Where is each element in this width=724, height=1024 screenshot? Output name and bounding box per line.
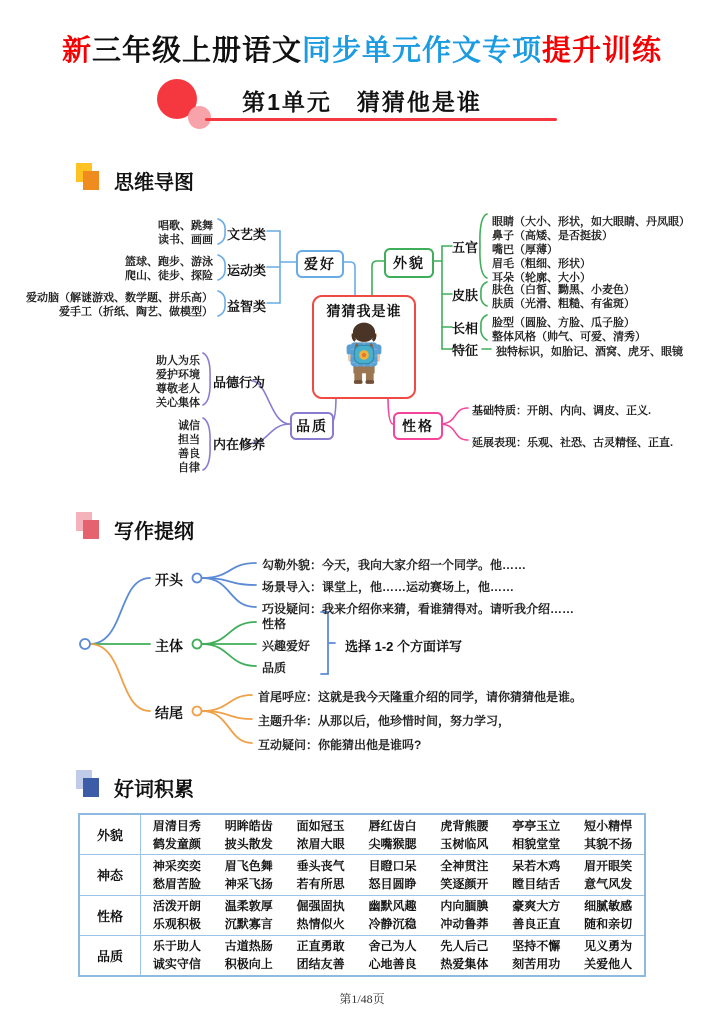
vocab-cell (428, 936, 500, 975)
mindmap-item: 尊敬老人 (156, 383, 200, 395)
vocab-cell (572, 936, 644, 975)
mindmap-item: 爱护环境 (156, 369, 200, 381)
vocab-word: 随和亲切 (584, 917, 633, 932)
vocab-word: 相貌堂堂 (512, 836, 561, 851)
vocab-word: 虎背熊腰 (440, 818, 489, 833)
outline-diagram (0, 540, 724, 755)
mindmap-center-title: 猜猜我是谁 (326, 303, 402, 319)
vocab-category: 性格 (80, 896, 141, 935)
vocab-cell (285, 936, 357, 975)
mindmap-center-node (312, 295, 416, 399)
vocab-word: 沉默寡言 (224, 917, 273, 932)
title-segment: 提升训练 (542, 35, 663, 67)
vocab-word: 刻苦用功 (512, 957, 561, 972)
title-segment: 同步单元作文专项 (302, 35, 543, 67)
mindmap-item: 诚信 (178, 420, 200, 432)
mindmap-diagram (0, 200, 724, 485)
vocab-cell (141, 896, 213, 935)
vocab-section-header (76, 770, 336, 802)
vocab-cell (428, 896, 500, 935)
vocab-word: 亭亭玉立 (512, 818, 561, 833)
mindmap-item: 自律 (178, 462, 200, 474)
vocab-word: 唇红齿白 (368, 818, 417, 833)
vocab-cell (285, 896, 357, 935)
vocab-word: 眉清目秀 (152, 818, 201, 833)
outline-item: 兴趣爱好 (262, 639, 311, 653)
vocab-word: 活泼开朗 (152, 899, 201, 914)
vocab-word: 短小精悍 (584, 818, 633, 833)
outline-item: 巧设疑问：我来介绍你来猜，看谁猜得对。请听我介绍…… (262, 602, 575, 616)
vocab-cell (428, 815, 500, 854)
outline-branch-label: 主体 (155, 638, 183, 654)
outline-item: 首尾呼应：这就是我今天隆重介绍的同学，请你猜猜他是谁。 (258, 690, 583, 704)
vocab-word: 见义勇为 (584, 939, 633, 954)
vocab-word: 怒目圆睁 (368, 876, 417, 891)
vocab-word: 幽默风趣 (368, 899, 417, 914)
mindmap-item: 眉毛（粗细、形状） (492, 258, 591, 270)
vocab-word: 先人后己 (440, 939, 489, 954)
vocab-words (141, 896, 644, 935)
outline-branch-label: 开头 (155, 572, 183, 588)
mindmap-item: 基础特质：开朗、内向、调皮、正义. (472, 405, 652, 417)
vocab-word: 披头散发 (224, 836, 273, 851)
vocab-word: 坚持不懈 (512, 939, 561, 954)
mindmap-item: 爱动脑（解谜游戏、数学题、拼乐高） (26, 292, 213, 304)
title-segment: 新 (61, 35, 92, 67)
mindmap-item: 担当 (178, 434, 200, 446)
vocab-cell (357, 855, 429, 894)
vocab-cell (213, 815, 285, 854)
mindmap-group-label: 内在修养 (213, 437, 266, 452)
mindmap-item: 唱歌、跳舞 (158, 220, 213, 232)
vocab-word: 团结友善 (296, 957, 345, 972)
ending-branch-lines (90, 644, 252, 743)
mindmap-group-label: 运动类 (227, 263, 267, 278)
vocab-word: 热情似火 (296, 917, 345, 932)
vocab-cell (141, 815, 213, 854)
vocab-cell (572, 855, 644, 894)
squares-icon (83, 778, 99, 797)
opening-node-circle (193, 574, 202, 583)
vocab-cell (500, 896, 572, 935)
mindmap-item: 善良 (178, 448, 200, 460)
vocab-word: 浓眉大眼 (296, 836, 345, 851)
mindmap-group-label: 品德行为 (213, 375, 266, 390)
mindmap-item: 肤色（白皙、黝黑、小麦色） (492, 284, 635, 296)
vocab-cell (141, 936, 213, 975)
mindmap-group-label: 长相 (452, 321, 479, 336)
mindmap-group-label: 文艺类 (227, 227, 267, 242)
vocab-cell (213, 855, 285, 894)
vocab-word: 善良正直 (512, 917, 561, 932)
squares-icon (83, 520, 99, 539)
mindmap-item: 肤质（光滑、粗糙、有雀斑） (492, 298, 635, 310)
vocab-word: 乐于助人 (152, 939, 201, 954)
unit-underline (205, 118, 557, 121)
vocab-word: 细腻敏感 (584, 899, 633, 914)
vocab-cell (500, 815, 572, 854)
body-node-circle (193, 640, 202, 649)
vocab-word: 面如冠玉 (296, 818, 345, 833)
mindmap-item: 爬山、徒步、探险 (125, 270, 213, 282)
outline-item: 互动疑问：你能猜出他是谁吗? (258, 738, 422, 752)
section-heading: 写作提纲 (114, 521, 194, 543)
mindmap-item: 嘴巴（厚薄） (492, 244, 558, 256)
vocab-cell (285, 815, 357, 854)
squares-icon (83, 171, 99, 190)
vocab-word: 其貌不扬 (584, 836, 633, 851)
mindmap-item: 延展表现：乐观、社恐、古灵精怪、正直. (472, 437, 674, 449)
mindmap-group-label: 益智类 (227, 299, 267, 314)
mindmap-item: 读书、画画 (158, 234, 213, 246)
vocab-word: 乐观积极 (152, 917, 201, 932)
vocab-word: 关爱他人 (584, 957, 633, 972)
table-row (80, 935, 644, 975)
section-heading: 思维导图 (114, 172, 194, 194)
boy-illustration (336, 321, 392, 387)
vocab-word: 全神贯注 (440, 858, 489, 873)
mindmap-item: 爱手工（折纸、陶艺、做模型） (59, 306, 213, 318)
vocab-word: 积极向上 (224, 957, 273, 972)
mindmap-node-quality: 品质 (290, 412, 334, 440)
mindmap-item: 关心集体 (156, 397, 200, 409)
vocab-cell (357, 896, 429, 935)
mindmap-item: 眼睛（大小、形状，如大眼睛、丹凤眼） (492, 216, 690, 228)
vocab-word: 舍己为人 (368, 939, 417, 954)
mindmap-item: 独特标识，如胎记、酒窝、虎牙、眼镜 (496, 346, 683, 358)
mindmap-node-hobby: 爱好 (296, 250, 344, 278)
outline-branch-label: 结尾 (155, 705, 183, 721)
vocab-word: 正直勇敢 (296, 939, 345, 954)
vocab-word: 笑逐颜开 (440, 876, 489, 891)
vocab-cell (572, 896, 644, 935)
vocab-word: 眉飞色舞 (224, 858, 273, 873)
vocab-cell (213, 936, 285, 975)
vocab-cell (141, 855, 213, 894)
mindmap-group-label: 五官 (452, 240, 479, 255)
title-segment: 三年级上册语文 (91, 35, 302, 67)
vocab-word: 若有所思 (296, 876, 345, 891)
outline-item: 场景导入：课堂上，他……运动赛场上，他…… (262, 580, 515, 594)
mindmap-group-label: 特征 (452, 343, 479, 358)
vocab-word: 意气风发 (584, 876, 633, 891)
vocab-words (141, 855, 644, 894)
vocab-word: 明眸皓齿 (224, 818, 273, 833)
vocab-word: 瞠目结舌 (512, 876, 561, 891)
root-node-circle (80, 639, 90, 649)
section-heading: 好词积累 (114, 779, 194, 801)
mindmap-item: 脸型（圆脸、方脸、瓜子脸） (492, 317, 635, 329)
mindmap-node-personality: 性格 (393, 412, 443, 440)
vocab-category: 神态 (80, 855, 141, 894)
mindmap-section-header (76, 163, 336, 195)
vocab-word: 神采飞扬 (224, 876, 273, 891)
page-number: 第1/48页 (339, 992, 385, 1006)
mindmap-item: 耳朵（轮廓、大小） (492, 272, 591, 284)
vocab-word: 尖嘴猴腮 (368, 836, 417, 851)
vocab-word: 冲动鲁莽 (440, 917, 489, 932)
vocab-cell (500, 936, 572, 975)
page-title (0, 28, 724, 69)
vocab-table (78, 813, 646, 977)
outline-item: 主题升华：从那以后，他珍惜时间，努力学习， (258, 714, 511, 728)
vocab-word: 内向腼腆 (440, 899, 489, 914)
outline-item: 勾勒外貌：今天，我向大家介绍一个同学。他…… (262, 558, 527, 572)
outline-item: 性格 (262, 617, 287, 631)
vocab-word: 豪爽大方 (512, 899, 561, 914)
vocab-word: 热爱集体 (440, 957, 489, 972)
mindmap-item: 整体风格（帅气、可爱、清秀） (492, 331, 646, 343)
vocab-words (141, 815, 644, 854)
vocab-word: 玉树临风 (440, 836, 489, 851)
outline-note: 选择 1-2 个方面详写 (345, 639, 463, 654)
vocab-words (141, 936, 644, 975)
vocab-word: 心地善良 (368, 957, 417, 972)
vocab-cell (428, 855, 500, 894)
vocab-word: 眉开眼笑 (584, 858, 633, 873)
vocab-word: 古道热肠 (224, 939, 273, 954)
mindmap-item: 篮球、跑步、游泳 (125, 256, 213, 268)
table-row (80, 854, 644, 894)
vocab-word: 鹤发童颜 (152, 836, 201, 851)
vocab-cell (500, 855, 572, 894)
table-row (80, 895, 644, 935)
outline-item: 品质 (262, 661, 287, 675)
vocab-word: 冷静沉稳 (368, 917, 417, 932)
vocab-category: 品质 (80, 936, 141, 975)
vocab-category: 外貌 (80, 815, 141, 854)
vocab-cell (213, 896, 285, 935)
vocab-cell (572, 815, 644, 854)
vocab-cell (357, 936, 429, 975)
vocab-word: 倔强固执 (296, 899, 345, 914)
vocab-word: 目瞪口呆 (368, 858, 417, 873)
ending-node-circle (193, 707, 202, 716)
vocab-word: 垂头丧气 (296, 858, 345, 873)
unit-title: 第1单元 猜猜他是谁 (242, 89, 482, 115)
vocab-cell (285, 855, 357, 894)
vocab-word: 神采奕奕 (152, 858, 201, 873)
mindmap-node-appearance: 外貌 (384, 248, 434, 278)
vocab-word: 呆若木鸡 (512, 858, 561, 873)
mindmap-item: 鼻子（高矮、是否挺拔） (492, 230, 613, 242)
vocab-word: 愁眉苦脸 (152, 876, 201, 891)
vocab-word: 温柔敦厚 (224, 899, 273, 914)
mindmap-item: 助人为乐 (156, 355, 200, 367)
mindmap-group-label: 皮肤 (452, 288, 479, 303)
vocab-word: 诚实守信 (152, 957, 201, 972)
vocab-cell (357, 815, 429, 854)
table-row (80, 815, 644, 854)
